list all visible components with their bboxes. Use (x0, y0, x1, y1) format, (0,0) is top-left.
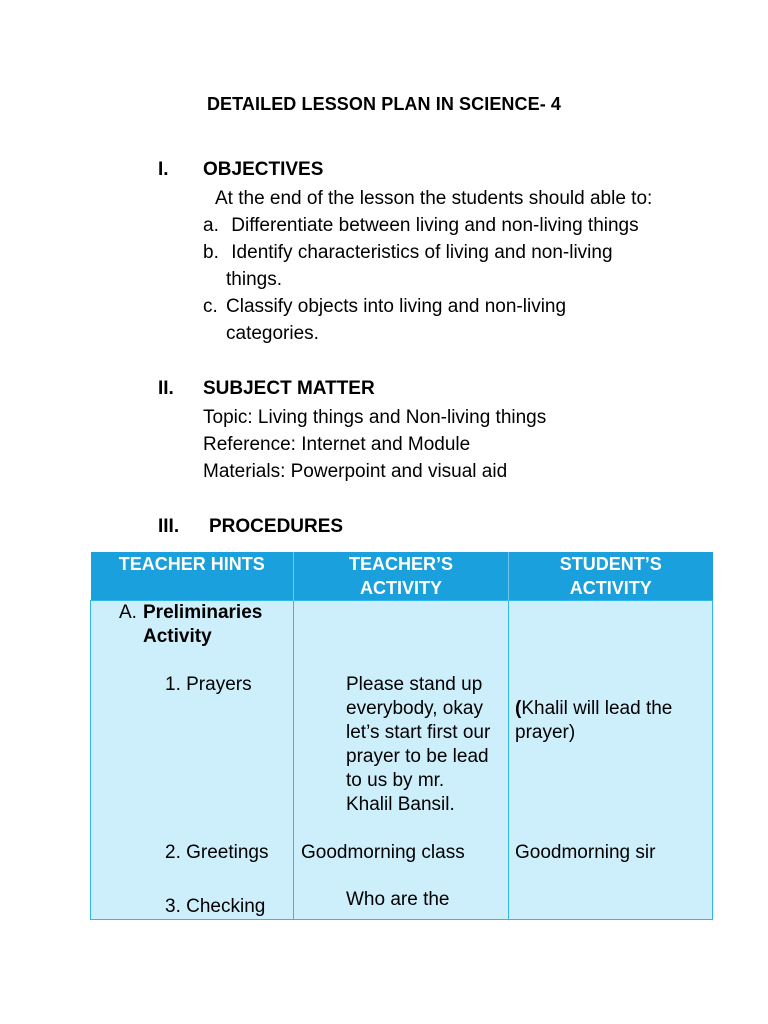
objectives-number: I. (158, 159, 169, 180)
procedures-table (90, 552, 713, 920)
objective-item-c (203, 293, 683, 320)
procedures-heading: PROCEDURES (209, 516, 344, 537)
procedures-number: III. (158, 516, 180, 537)
subject-matter-heading: SUBJECT MATTER (203, 378, 375, 399)
table-row (91, 601, 713, 920)
reference-line: Reference: Internet and Module (203, 434, 471, 455)
teachers-activity-cell (294, 601, 509, 920)
hint-greetings: 2. Greetings (165, 842, 269, 863)
teacher-checking-text: Who are the (346, 889, 450, 910)
objective-text: Identify characteristics of living and non-living (226, 242, 613, 263)
objective-item-c-cont (203, 320, 683, 347)
subject-matter-number: II. (158, 378, 174, 399)
objectives-list (203, 212, 683, 347)
teacher-hints-cell (91, 601, 294, 920)
column-header-teacher-hints: TEACHER HINTS (91, 552, 294, 601)
objective-item-b (203, 239, 683, 266)
topic-line: Topic: Living things and Non-living things (203, 407, 547, 428)
objective-letter: b. (203, 242, 219, 263)
column-header-students-activity: STUDENT’S ACTIVITY (509, 552, 713, 601)
objectives-intro: At the end of the lesson the students should able to: (215, 188, 653, 209)
objective-letter: c. (203, 296, 218, 317)
hint-prayers: 1. Prayers (165, 674, 252, 695)
objective-text: things. (226, 269, 282, 290)
student-greeting-text: Goodmorning sir (515, 842, 656, 863)
section-title-line2: Activity (143, 626, 212, 647)
objective-text: Classify objects into living and non-living (226, 296, 567, 317)
section-letter: A. (119, 602, 137, 623)
section-title-line1: Preliminaries (143, 602, 263, 623)
teacher-prayer-text: Please stand up everybody, okay let’s start first our prayer to be lead to us by mr. Khalil Bansil. (346, 674, 491, 815)
table-header-row (91, 552, 713, 601)
objective-item-b-cont (203, 266, 683, 293)
objective-text: categories. (226, 323, 319, 344)
column-header-teachers-activity: TEACHER’S ACTIVITY (294, 552, 509, 601)
student-prayer-text: (Khalil will lead the prayer) (515, 698, 673, 743)
materials-line: Materials: Powerpoint and visual aid (203, 461, 508, 482)
objective-text: Differentiate between living and non-living things (226, 215, 639, 236)
subject-matter-details (203, 404, 546, 485)
objective-item-a (203, 212, 683, 239)
document-title: DETAILED LESSON PLAN IN SCIENCE- 4 (206, 94, 562, 114)
objectives-heading: OBJECTIVES (203, 159, 324, 180)
objective-letter: a. (203, 215, 219, 236)
teacher-greeting-text: Goodmorning class (301, 842, 465, 863)
hint-checking: 3. Checking (165, 896, 266, 917)
students-activity-cell (509, 601, 713, 920)
